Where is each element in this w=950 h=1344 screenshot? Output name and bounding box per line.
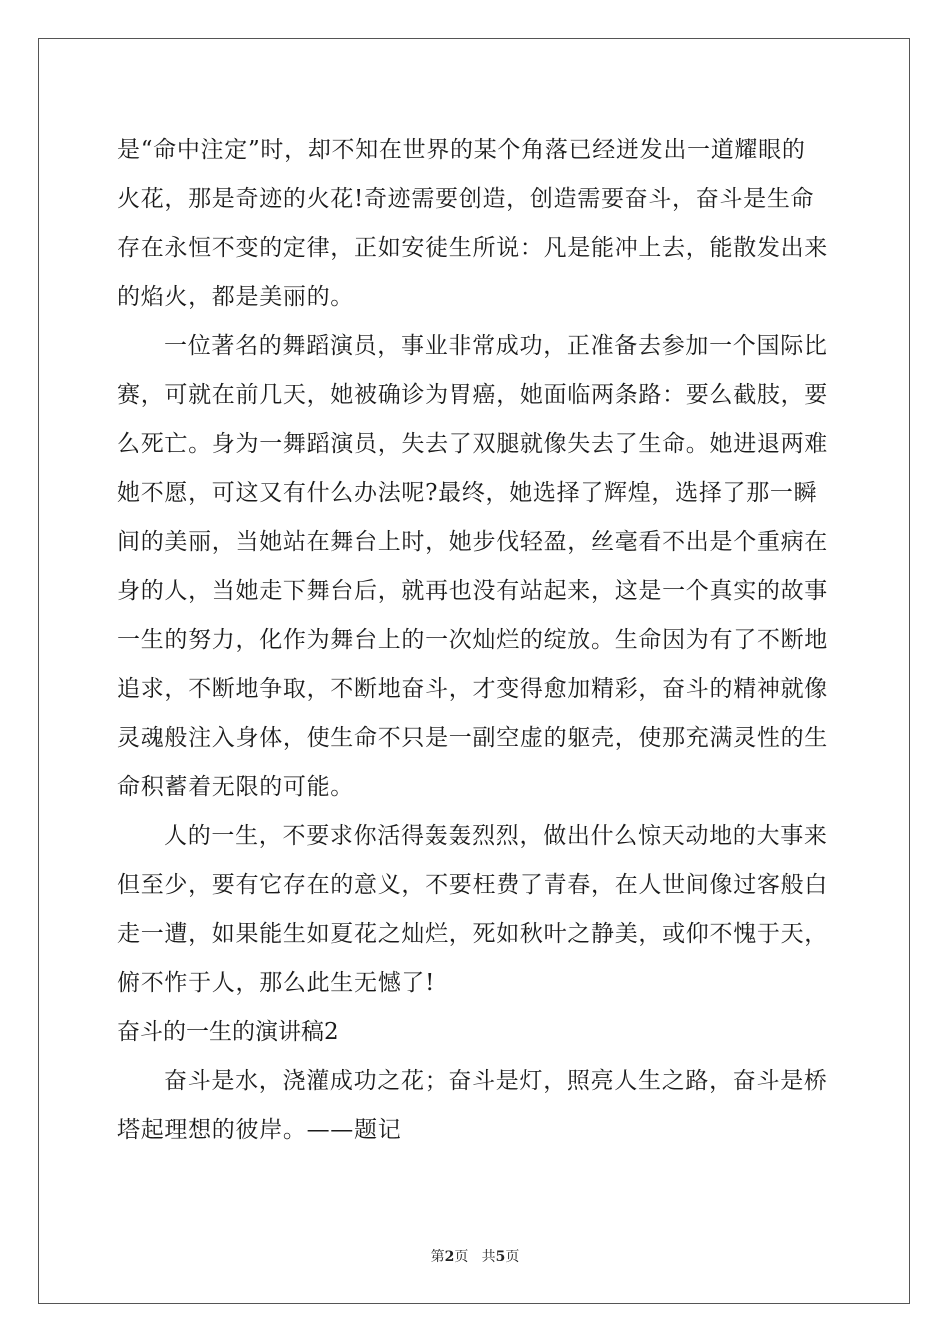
text-line: 人的一生，不要求你活得轰轰烈烈，做出什么惊天动地的大事来 [164,823,828,849]
text-line: 她不愿，可这又有什么办法呢?最终，她选择了辉煌，选择了那一瞬 [117,480,818,506]
text-line: 塔起理想的彼岸。——题记 [117,1117,402,1143]
section-heading: 奋斗的一生的演讲稿2 [117,1019,339,1045]
text-line: 是“命中注定”时，却不知在世界的某个角落已经迸发出一道耀眼的 [117,137,806,163]
text-line: 存在永恒不变的定律，正如安徒生所说：凡是能冲上去，能散发出来 [117,235,828,261]
text-line: 的焰火，都是美丽的。 [117,284,354,310]
page-current: 2 [444,1249,455,1265]
text-line: 俯不怍于人，那么此生无憾了! [117,970,436,996]
text-line: 追求，不断地争取，不断地奋斗，才变得愈加精彩，奋斗的精神就像 [117,676,828,702]
paragraph [117,812,831,1008]
text-line: 么死亡。身为一舞蹈演员，失去了双腿就像失去了生命。她进退两难 [117,431,828,457]
text-line: 但至少，要有它存在的意义，不要枉费了青春，在人世间像过客般白 [117,872,828,898]
text-line: 赛，可就在前几天，她被确诊为胃癌，她面临两条路：要么截肢，要 [117,382,828,408]
page-unit: 页 [454,1249,469,1265]
paragraph [117,322,831,812]
text-line: 一位著名的舞蹈演员，事业非常成功，正准备去参加一个国际比 [164,333,828,359]
total-unit: 页 [505,1249,520,1265]
paragraph [117,126,831,322]
page-total: 5 [495,1249,506,1265]
page-footer [0,1246,950,1266]
total-prefix: 共 [481,1249,496,1265]
page-prefix: 第 [430,1249,445,1265]
text-line: 火花，那是奇迹的火花!奇迹需要创造，创造需要奋斗，奋斗是生命 [117,186,815,212]
text-line: 间的美丽，当她站在舞台上时，她步伐轻盈，丝毫看不出是个重病在 [117,529,828,555]
document-body [117,126,831,1155]
text-line: 命积蓄着无限的可能。 [117,774,354,800]
text-line: 身的人，当她走下舞台后，就再也没有站起来，这是一个真实的故事 [117,578,828,604]
paragraph [117,1057,831,1155]
text-line: 灵魂般注入身体，使生命不只是一副空虚的躯壳，使那充满灵性的生 [117,725,828,751]
text-line: 一生的努力，化作为舞台上的一次灿烂的绽放。生命因为有了不断地 [117,627,828,653]
text-line: 走一遭，如果能生如夏花之灿烂，死如秋叶之静美，或仰不愧于天， [117,921,828,947]
text-line: 奋斗是水，浇灌成功之花；奋斗是灯，照亮人生之路，奋斗是桥 [164,1068,828,1094]
